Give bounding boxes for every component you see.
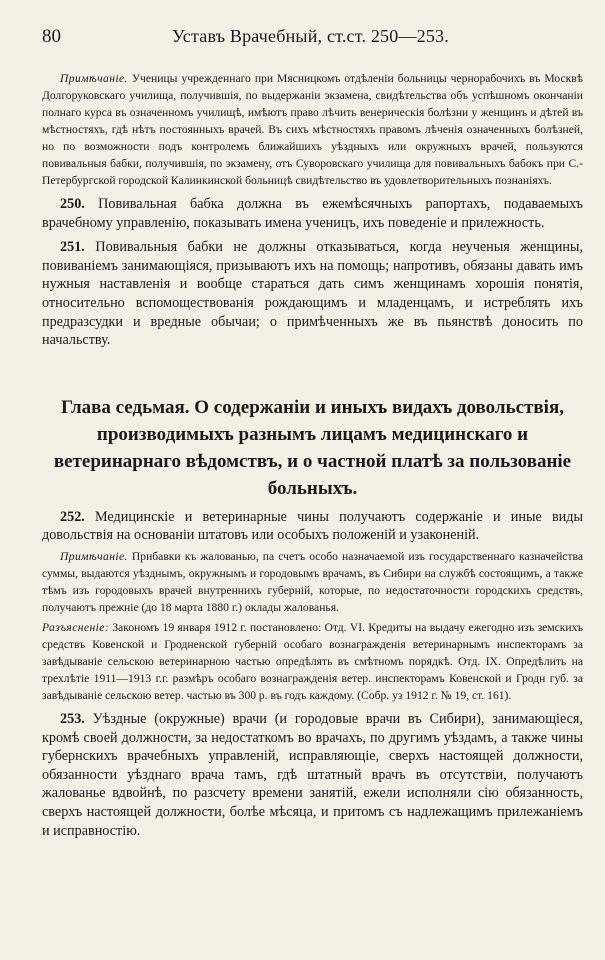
note-text: Ученицы учрежденнаго при Мясницкомъ отдѣленіи больницы чернорабочихъ въ Москвѣ Долгоруковскаго училища, получившія, по выдержаніи экзамена, свидѣтельства объ успѣшномъ окончаніи полнаго курса въ означенномъ училищѣ, имѣютъ право лѣчить венерическія болѣзни у женщинъ и дѣтей въ мѣстностяхъ, гдѣ нѣтъ постоянныхъ врачей. Въ сихъ мѣстностяхъ правомъ лѣченія означенныхъ болѣзней, но по возможности подъ контролемъ ближайшихъ уѣздныхъ или окружныхъ врачей, пользуются повивальныя бабки, получившія, по экзамену, отъ Суворовскаго училища для повивальныхъ бабокъ при С.-Петербургской городской Калинкинской больницѣ свидѣтельство въ удовлетворительныхъ познаніяхъ. <box>42 72 583 187</box>
article-text: Уѣздные (окружные) врачи (и городовые врачи въ Сибири), занимающіеся, кромѣ своей должности, за недостаткомъ во врачахъ, по другимъ уѣздамъ, а также чины губернскихъ врачебныхъ управленій, исправляющіе, сверхъ настоящей должности, обязанности уѣзднаго врача тамъ, гдѣ штатный врачъ въ отсутствіи, получаютъ жалованье вдвойнѣ, по разсчету времени занятій, ежели исполняли сію обязанность, сверхъ настоящей должности, болѣе мѣсяца, и притомъ съ надлежащимъ прилежаніемъ и исправностію. <box>42 710 583 839</box>
article-number: 252. <box>60 508 85 525</box>
chapter-heading: Глава седьмая. О содержаніи и иныхъ видахъ довольствія, производимыхъ разнымъ лицамъ медицинскаго и ветеринарнаго вѣдомствъ, и о частной платѣ за пользованіе больныхъ. <box>53 396 572 499</box>
note-top <box>42 70 583 189</box>
article-text: Повивальная бабка должна въ ежемѣсячныхъ рапортахъ, подаваемыхъ врачебному управленію, показывать имена ученицъ, ихъ поведеніе и прилежность. <box>42 196 583 231</box>
clarification <box>42 619 583 704</box>
note-label: Примѣчаніе. <box>60 72 128 85</box>
article-253 <box>42 710 583 840</box>
article-number: 250. <box>60 196 85 212</box>
note-252 <box>42 548 583 616</box>
article-number: 251. <box>60 239 85 256</box>
running-title: Уставъ Врачебный, ст.ст. 250—253. <box>172 26 449 46</box>
article-text: Медицинскіе и ветеринарные чины получаютъ содержаніе и иные виды довольствія на основаніи штатовъ или особыхъ положеній и узаконеній. <box>42 508 583 544</box>
article-text: Повивальныя бабки не должны отказываться, когда неученыя женщины, повиваніемъ занимающіяся, призываютъ ихъ на помощь; напротивъ, обязаны давать имъ нужныя наставленія и вообще стараться дать симъ женщинамъ хорошія понятія, относительно вспомоществованія рождающимъ и младенцамъ, и истреблять ихъ предразсудки и вредные обычаи; о примѣченныхъ же въ пьянствѣ доносить по начальству. <box>42 239 583 349</box>
article-250 <box>42 195 583 232</box>
article-252 <box>42 508 583 545</box>
article-251 <box>42 238 583 350</box>
note-label: Примѣчаніе. <box>60 549 128 563</box>
page-header <box>42 26 583 56</box>
clarification-label: Разъясненіе: <box>42 620 110 634</box>
page-number: 80 <box>42 26 61 47</box>
note-text: Прибавки къ жалованью, па счетъ особо назначаемой изъ государственнаго казначейства суммы, выдаются уѣзднымъ, окружнымъ и городовымъ врачамъ, въ Сибири на службѣ состоящимъ, а также тѣмъ изъ городовыхъ врачей внутреннихъ губерній, которые, по недостаточности городскихъ средствъ, получаютъ прежніе (до 18 марта 1880 г.) оклады жалованья. <box>42 549 583 614</box>
article-number: 253. <box>60 710 85 727</box>
clarification-text: Закономъ 19 января 1912 г. постановлено: Отд. VI. Кредиты на выдачу ежегодно изъ земскихъ средствъ Ковенской и Гродненской губерній особаго вознагражденія ветеринарнымъ инспекторамъ за завѣдываніе сельскою ветеринарною частью опредѣлять въ смѣтномъ порядкѣ. Отд. IX. Опредѣлить на трехлѣтіе 1911—1913 г.г. размѣръ особаго вознагражденія ветер. инспекторамъ Ковенской и Гродн губ. за завѣдываніе сельскою ветер. частью въ 300 р. въ годъ каждому. (Собр. уз 1912 г. № 19, ст. 161). <box>42 620 583 702</box>
